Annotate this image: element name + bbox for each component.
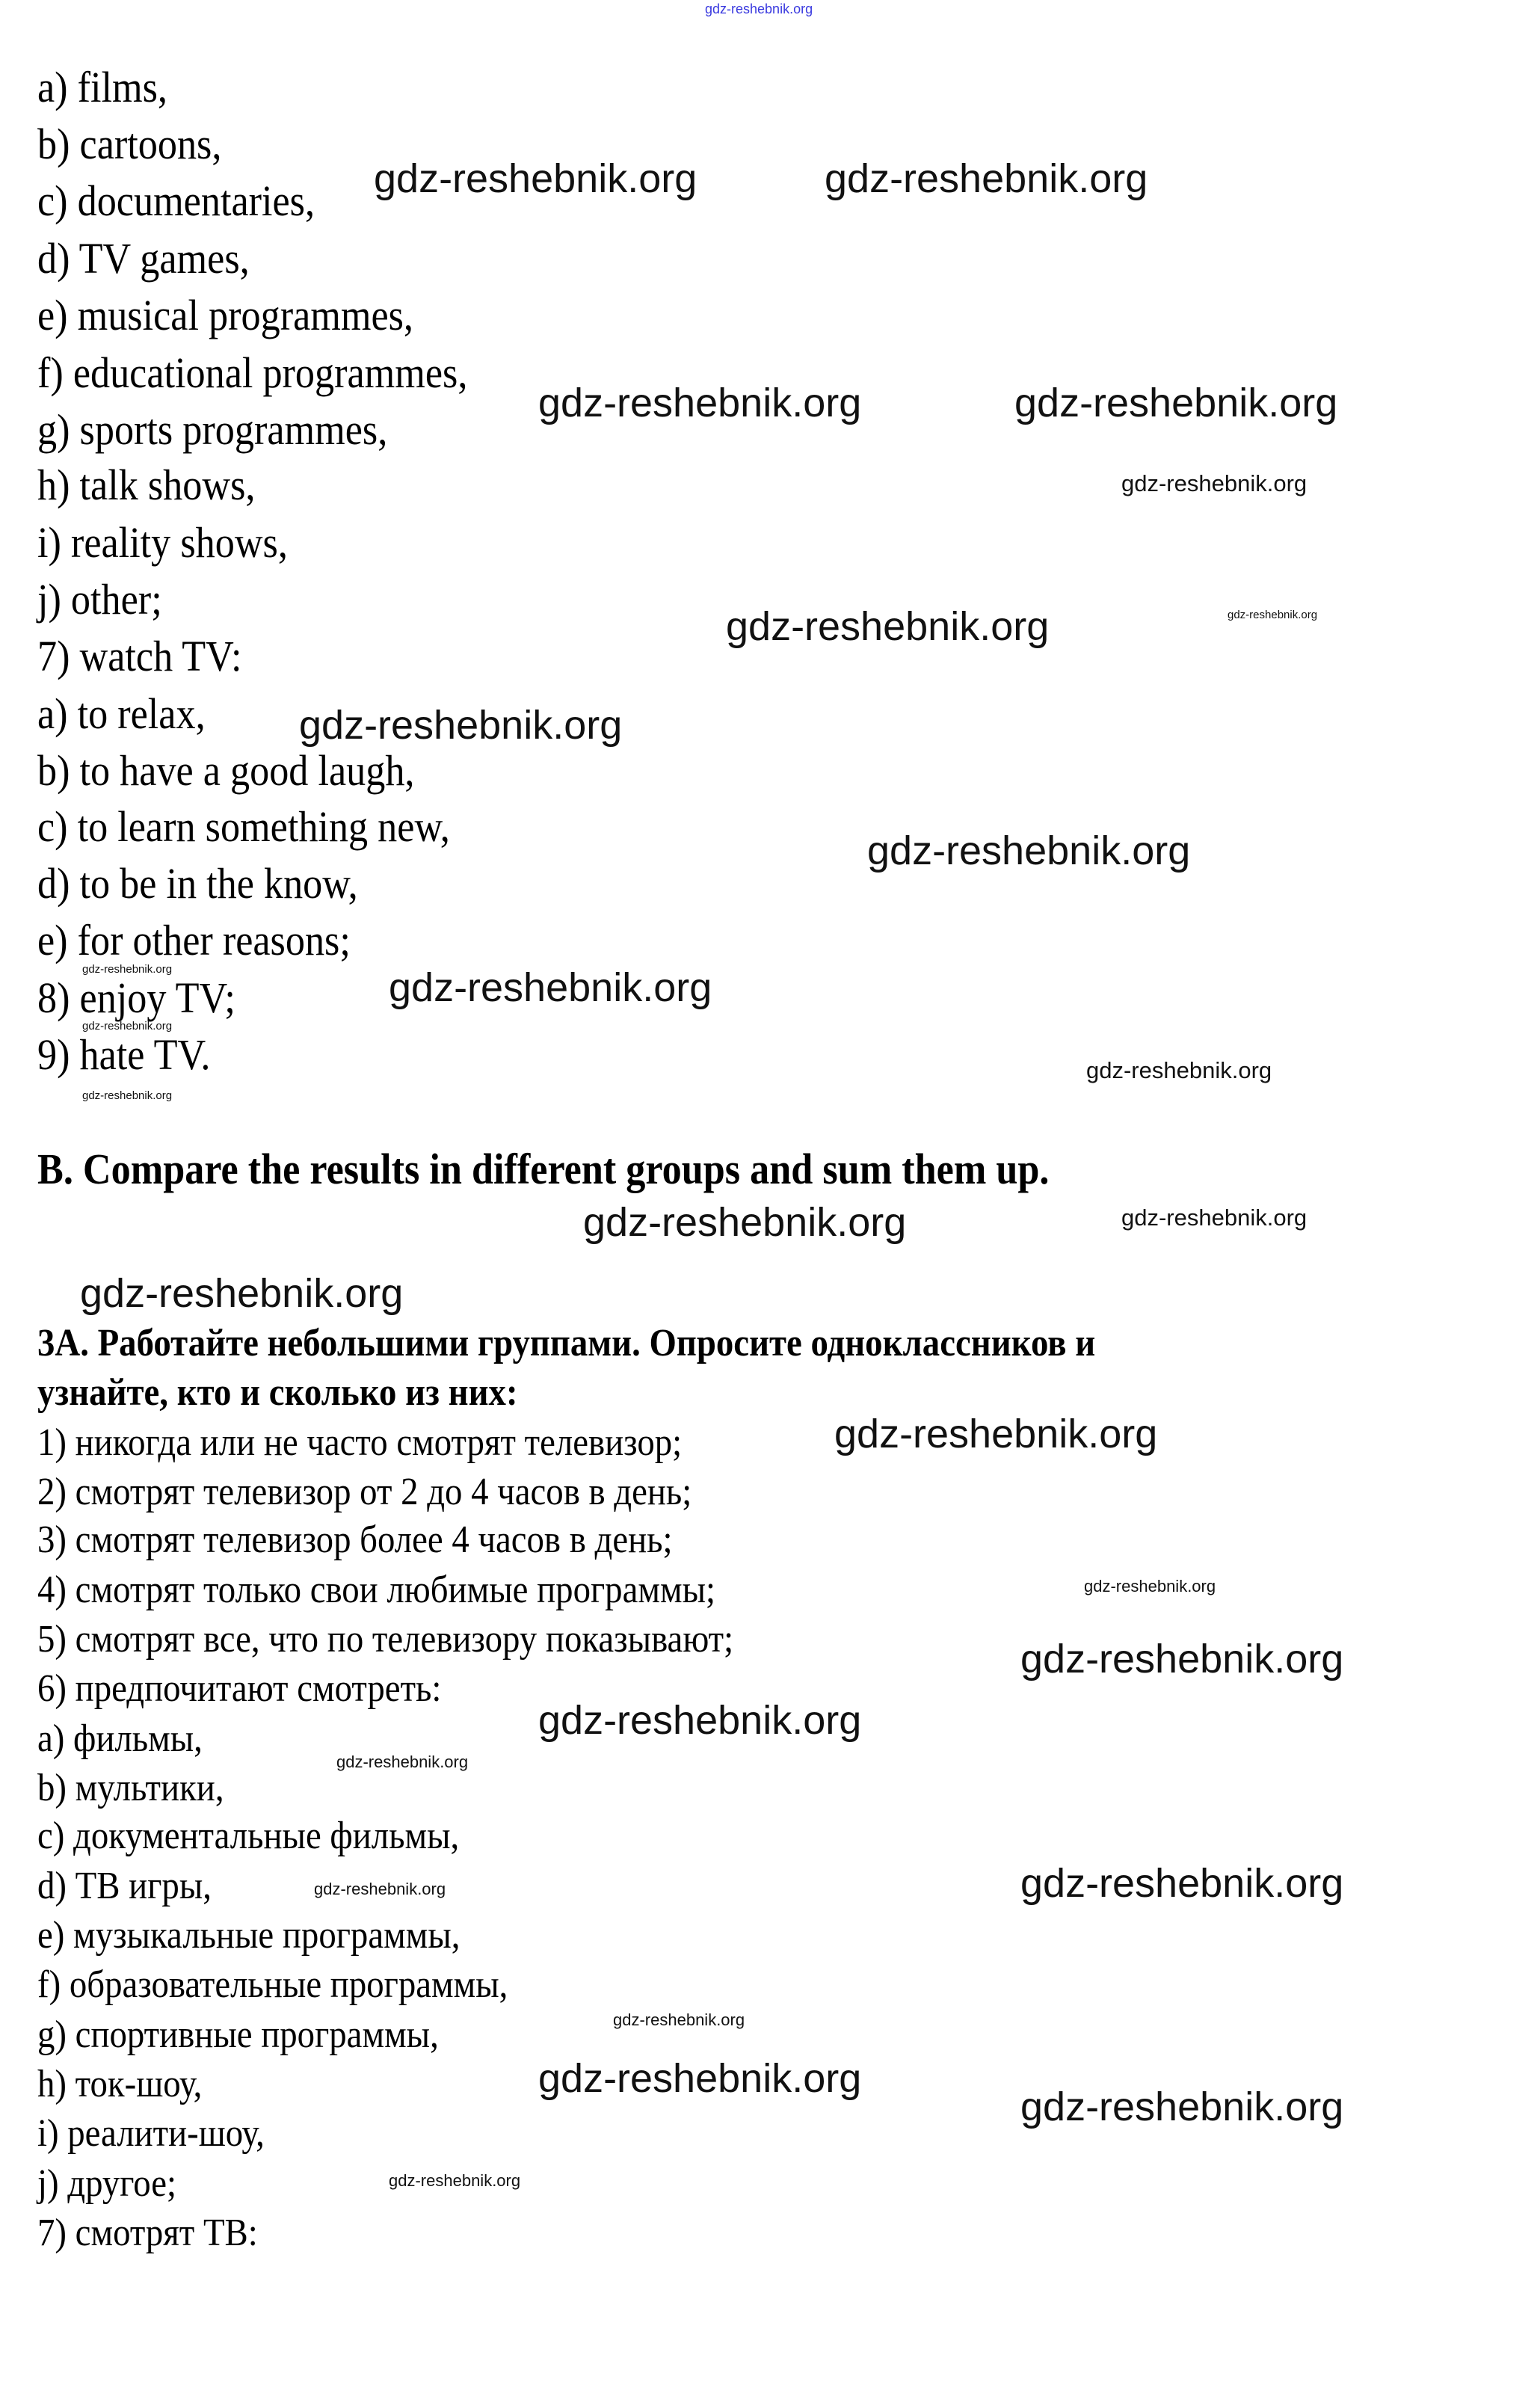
watermark: gdz-reshebnik.org: [1228, 609, 1318, 621]
watermark: gdz-reshebnik.org: [80, 1271, 404, 1316]
list-item: 3) смотрят телевизор более 4 часов в день;: [37, 1518, 673, 1561]
list-item: g) sports programmes,: [37, 405, 388, 454]
list-item: i) реалити-шоу,: [37, 2112, 265, 2155]
list-item: e) музыкальные программы,: [37, 1914, 461, 1957]
list-item: d) ТВ игры,: [37, 1865, 212, 1907]
list-item: a) to relax,: [37, 689, 206, 738]
list-item: g) спортивные программы,: [37, 2013, 439, 2056]
watermark: gdz-reshebnik.org: [726, 604, 1050, 649]
watermark: gdz-reshebnik.org: [1121, 470, 1308, 496]
list-item: 6) предпочитают смотреть:: [37, 1667, 442, 1710]
watermark: gdz-reshebnik.org: [1084, 1577, 1216, 1595]
list-item: f) educational programmes,: [37, 348, 468, 397]
watermark: gdz-reshebnik.org: [1121, 1204, 1308, 1231]
list-item: 2) смотрят телевизор от 2 до 4 часов в день;: [37, 1471, 692, 1513]
watermark: gdz-reshebnik.org: [82, 963, 173, 976]
watermark: gdz-reshebnik.org: [82, 1089, 173, 1102]
list-item: 1) никогда или не часто смотрят телевизор;: [37, 1421, 683, 1464]
watermark: gdz-reshebnik.org: [538, 1698, 862, 1743]
list-item: 8) enjoy TV;: [37, 973, 235, 1022]
list-item: f) образовательные программы,: [37, 1963, 508, 2006]
list-item: c) документальные фильмы,: [37, 1815, 460, 1857]
list-item: e) musical programmes,: [37, 291, 413, 339]
watermark: gdz-reshebnik.org: [82, 1020, 173, 1033]
list-item: d) TV games,: [37, 234, 250, 283]
watermark: gdz-reshebnik.org: [389, 2171, 521, 2190]
list-item: j) другое;: [37, 2162, 177, 2205]
list-item: a) films,: [37, 63, 167, 111]
task-b-heading: B. Compare the results in different groups and sum them up.: [37, 1145, 1050, 1193]
list-item: e) for other reasons;: [37, 916, 351, 964]
list-item: b) to have a good laugh,: [37, 746, 415, 795]
watermark: gdz-reshebnik.org: [1020, 1861, 1344, 1906]
list-item: d) to be in the know,: [37, 859, 358, 908]
list-item: h) ток-шоу,: [37, 2063, 203, 2105]
list-item: 9) hate TV.: [37, 1030, 211, 1079]
watermark: gdz-reshebnik.org: [538, 2056, 862, 2101]
list-item: 7) watch TV:: [37, 632, 242, 680]
watermark: gdz-reshebnik.org: [374, 156, 697, 201]
list-item: 7) смотрят ТВ:: [37, 2212, 258, 2254]
watermark: gdz-reshebnik.org: [613, 2010, 745, 2029]
list-item: 4) смотрят только свои любимые программы;: [37, 1569, 716, 1611]
list-item: 5) смотрят все, что по телевизору показывают;: [37, 1618, 734, 1661]
watermark: gdz-reshebnik.org: [314, 1880, 446, 1898]
watermark: gdz-reshebnik.org: [1086, 1057, 1272, 1083]
watermark: gdz-reshebnik.org: [336, 1753, 469, 1771]
watermark: gdz-reshebnik.org: [834, 1412, 1158, 1456]
watermark: gdz-reshebnik.org: [705, 1, 813, 16]
list-item: c) to learn something new,: [37, 802, 450, 851]
list-item: c) documentaries,: [37, 176, 315, 225]
list-item: b) мультики,: [37, 1767, 224, 1809]
watermark: gdz-reshebnik.org: [1014, 381, 1338, 425]
list-item: j) other;: [37, 575, 162, 624]
watermark: gdz-reshebnik.org: [538, 381, 862, 425]
watermark: gdz-reshebnik.org: [867, 828, 1191, 873]
list-item: h) talk shows,: [37, 461, 256, 509]
watermark: gdz-reshebnik.org: [1020, 1637, 1344, 1681]
watermark: gdz-reshebnik.org: [583, 1200, 907, 1245]
list-item: i) reality shows,: [37, 518, 288, 567]
watermark: gdz-reshebnik.org: [299, 703, 623, 748]
list-item: a) фильмы,: [37, 1717, 203, 1760]
task-3a-heading: узнайте, кто и сколько из них:: [37, 1371, 518, 1414]
watermark: gdz-reshebnik.org: [825, 156, 1148, 201]
watermark: gdz-reshebnik.org: [389, 965, 712, 1010]
watermark: gdz-reshebnik.org: [1020, 2084, 1344, 2129]
task-3a-heading: 3A. Работайте небольшими группами. Опросите одноклассников и: [37, 1322, 1096, 1364]
list-item: b) cartoons,: [37, 120, 222, 168]
